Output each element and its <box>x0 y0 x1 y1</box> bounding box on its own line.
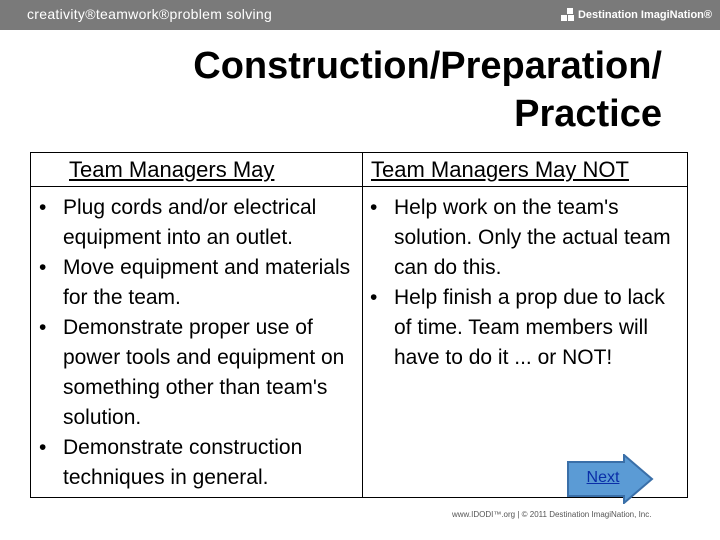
may-not-item: • Help finish a prop due to lack of time. Team members will have to do it ... or NOT! <box>362 283 687 373</box>
slide-title-line1: Construction/Preparation/ <box>193 45 662 87</box>
may-not-list <box>362 193 687 373</box>
next-button[interactable] <box>566 454 654 504</box>
may-not-item: • Help work on the team's solution. Only the actual team can do this. <box>362 193 687 283</box>
brand-name: Destination ImagiNation® <box>577 9 712 21</box>
logo-squares-icon <box>561 8 575 22</box>
comparison-table <box>30 152 688 498</box>
slide-title <box>102 42 662 138</box>
tagline: creativity®teamwork®problem solving <box>27 6 273 22</box>
next-link[interactable]: Next <box>586 469 620 486</box>
may-item: • Demonstrate construction techniques in general. <box>31 433 362 493</box>
top-banner <box>0 0 720 30</box>
may-list <box>31 193 362 493</box>
footer-copyright: www.IDODI™.org | © 2011 Destination ImagiNation, Inc. <box>452 510 652 519</box>
may-not-heading: Team Managers May NOT <box>371 157 629 182</box>
may-item: • Plug cords and/or electrical equipment into an outlet. <box>31 193 362 253</box>
may-item: • Move equipment and materials for the team. <box>31 253 362 313</box>
may-heading: Team Managers May <box>69 157 275 182</box>
may-item: • Demonstrate proper use of power tools and equipment on something other than team's solution. <box>31 313 362 433</box>
brand-logo <box>561 8 712 22</box>
header-divider <box>31 186 687 187</box>
slide-title-line2: Practice <box>514 93 662 135</box>
